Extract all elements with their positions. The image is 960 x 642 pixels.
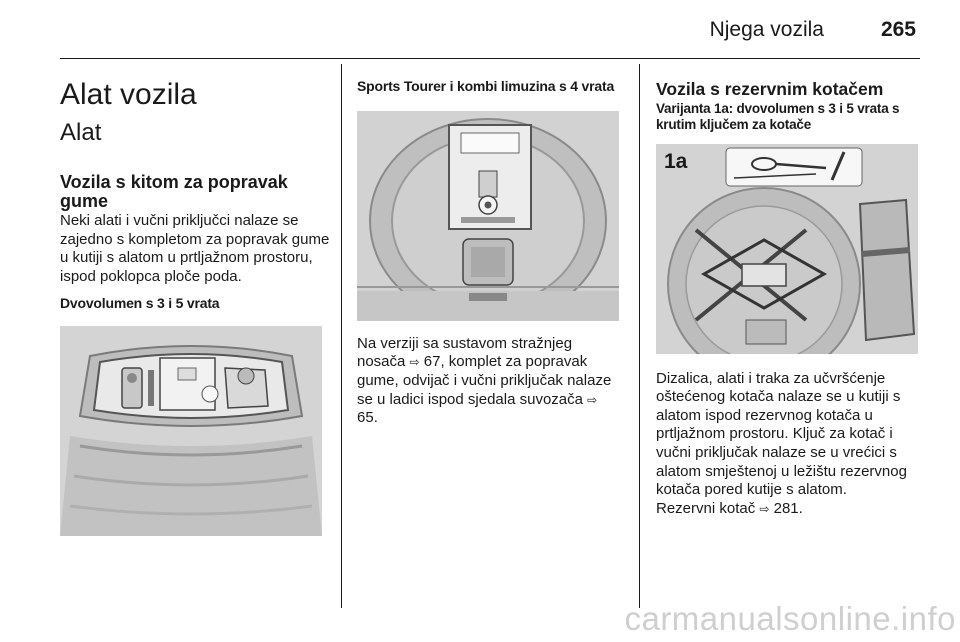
spare-reference-line (656, 500, 924, 519)
variant-heading: Dvovolumen s 3 i 5 vrata (60, 294, 220, 311)
page-ref-65[interactable]: 65 (357, 409, 374, 427)
tourer-toolbox-illustration (357, 111, 619, 321)
spare-text-end: . (798, 499, 803, 517)
xref-arrow-icon: ⇨ (409, 355, 420, 370)
column-2 (357, 64, 622, 428)
variant-heading-tourer: Sports Tourer i kombi limuzina s 4 vrata (357, 78, 615, 94)
spare-wheel-tools-illustration (656, 144, 918, 354)
figure-label-1a: 1a (664, 149, 688, 173)
section-heading: Vozila s kitom za popravak gume (60, 171, 288, 212)
page-header-title: Njega vozila (709, 18, 824, 41)
hatchback-toolbox-illustration (60, 326, 322, 536)
page-ref-67[interactable]: 67 (423, 353, 441, 371)
xref-arrow-icon: ⇨ (759, 501, 770, 516)
chapter-title: Alat vozila (60, 78, 197, 111)
spare-text: Rezervni kotač (656, 499, 756, 517)
header-rule (60, 58, 920, 59)
intro-paragraph: Neki alati i vučni priključci nalaze se zajedno s kompletom za popravak gume u kutiji s alatom u prtljažnom prostoru, ispod poklopca ploče poda. (60, 212, 330, 285)
page-ref-281[interactable]: 281 (773, 499, 799, 517)
column-divider-2 (639, 64, 640, 608)
column-3 (656, 64, 924, 518)
tourer-text-end: . (373, 409, 378, 427)
section-heading-spare: Vozila s rezervnim kotačem (656, 79, 884, 99)
chapter-subtitle: Alat (60, 119, 102, 146)
variant-heading-1a: Varijanta 1a: dvovolumen s 3 i 5 vrata s krutim ključem za kotače (656, 101, 900, 133)
column-1 (60, 64, 330, 536)
tourer-text-a: Na verziji sa sustavom stražnjeg nosača (357, 334, 573, 371)
column-divider-1 (341, 64, 342, 608)
watermark: carmanualsonline.info (624, 600, 956, 637)
tourer-text-b: , komplet za popravak gume, odvijač i vučni priključak nalaze se u ladici ispod sjedala suvozača (357, 353, 612, 408)
xref-arrow-icon: ⇨ (587, 392, 598, 407)
tourer-paragraph (357, 335, 622, 428)
spare-description: Dizalica, alati i traka za učvršćenje oštećenog kotača nalaze se u kutiji s alatom ispod rezervnog kotača u prtljažnom prostoru. Ključ za kotač i vučni priključak nalaze se u vrećici s alatom smještenoj u ležištu rezervnog kotača pored kutije s alatom. (656, 369, 907, 499)
page-number: 265 (880, 18, 916, 41)
